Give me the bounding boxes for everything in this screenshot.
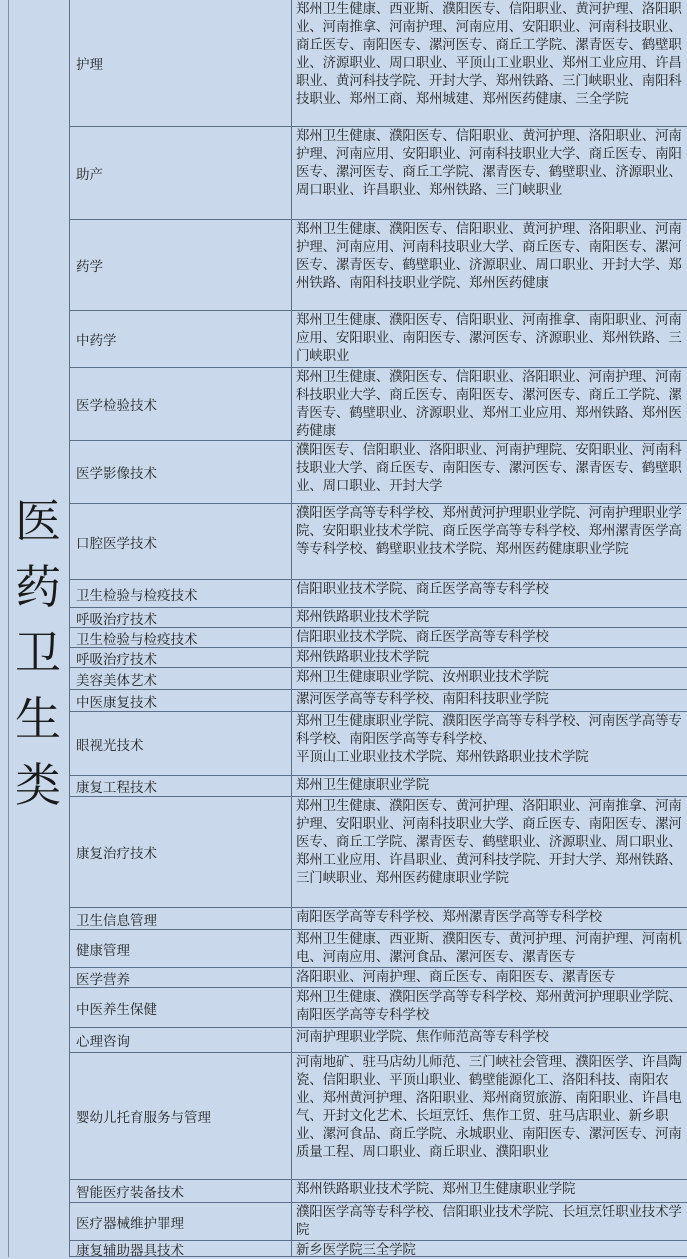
table-row <box>70 988 687 1028</box>
major-name: 美容美体艺术 <box>70 668 292 689</box>
school-list: 郑州卫生健康职业学院 <box>296 777 429 793</box>
table-row <box>70 311 687 368</box>
school-list: 濮阳医学高等专科学校、郑州黄河护理职业学院、河南护理职业学院、安阳职业技术学院、商丘医学高等专科学校、郑州漯青医学高等专科学校、鹤壁职业技术学院、郑州医药健康职业学院 <box>296 505 682 558</box>
table-row <box>70 441 687 504</box>
major-name: 护理 <box>70 0 292 126</box>
major-name: 智能医疗装备技术 <box>70 1180 292 1202</box>
table-row <box>70 712 687 776</box>
major-name: 健康管理 <box>70 930 292 967</box>
table-row <box>70 0 687 127</box>
school-list: 郑州卫生健康、濮阳医专、信阳职业、河南推拿、南阳职业、河南应用、安阳职业、南阳医专、漯河医专、济源职业、郑州铁路、三门峡职业 <box>296 312 682 365</box>
major-name: 医学检验技术 <box>70 368 292 440</box>
major-name: 心理咨询 <box>70 1028 292 1052</box>
major-name: 婴幼儿托育服务与管理 <box>70 1053 292 1179</box>
school-list: 信阳职业技术学院、商丘医学高等专科学校 <box>296 629 549 645</box>
left-border <box>8 0 9 1257</box>
school-list: 郑州卫生健康、西亚斯、濮阳医专、黄河护理、河南护理、河南机电、河南应用、漯河食品、漯河医专、漯青医专 <box>296 931 682 966</box>
major-name: 口腔医学技术 <box>70 504 292 579</box>
school-list: 郑州铁路职业技术学院 <box>296 609 429 625</box>
table-row <box>70 648 687 668</box>
school-list: 河南地矿、驻马店幼儿师范、三门峡社会管理、濮阳医学、许昌陶瓷、信阳职业、平顶山职业、鹤壁能源化工、洛阳科技、南阳农业、郑州黄河护理、洛阳职业、郑州商贸旅游、南阳职业、许昌电气、开封文化艺术、长垣烹饪、焦作工贸、驻马店职业、新乡职业、漯河食品、商丘学院、永城职业、南阳医专、漯河医专、河南质量工程、周口职业、商丘职业、濮阳职业 <box>296 1054 682 1161</box>
table-row <box>70 797 687 908</box>
school-list: 郑州卫生健康、濮阳医专、信阳职业、黄河护理、洛阳职业、河南护理、河南应用、安阳职业、河南科技职业大学、商丘医专、南阳医专、漯河医专、商丘工学院、漯青医专、鹤壁职业、济源职业、周口职业、许昌职业、郑州铁路、三门峡职业 <box>296 128 682 199</box>
category-label: 医 药 卫 生 类 <box>15 494 61 812</box>
major-name: 康复辅助器具技术 <box>70 1241 292 1256</box>
table-row <box>70 368 687 441</box>
major-name: 药学 <box>70 220 292 310</box>
table-row <box>70 220 687 311</box>
table-row <box>70 1180 687 1203</box>
major-name: 医疗器械维护罪理 <box>70 1203 292 1240</box>
major-name: 卫生检验与检疫技术 <box>70 628 292 647</box>
table-row <box>70 127 687 220</box>
table-row <box>70 1053 687 1180</box>
table-row <box>70 968 687 988</box>
major-name: 卫生信息管理 <box>70 908 292 929</box>
school-list: 郑州卫生健康、濮阳医学高等专科学校、郑州黄河护理职业学院、南阳医学高等专科学校 <box>296 989 682 1024</box>
school-list: 信阳职业技术学院、商丘医学高等专科学校 <box>296 581 549 597</box>
table-row <box>70 930 687 968</box>
school-list: 郑州铁路职业技术学院、郑州卫生健康职业学院 <box>296 1181 576 1197</box>
school-list: 郑州卫生健康职业学院、濮阳医学高等专科学校、河南医学高等专科学校、南阳医学高等专科学校、 平顶山工业职业技术学院、郑州铁路职业技术学院 <box>296 713 682 766</box>
school-list: 濮阳医专、信阳职业、洛阳职业、河南护理院、安阳职业、河南科技职业大学、商丘医专、南阳医专、漯河医专、漯青医专、鹤壁职业、周口职业、开封大学 <box>296 442 682 495</box>
table-row <box>70 1203 687 1241</box>
major-name: 医学营养 <box>70 968 292 987</box>
table-row <box>70 690 687 712</box>
major-name: 医学影像技术 <box>70 441 292 503</box>
major-name: 康复治疗技术 <box>70 797 292 907</box>
school-list: 郑州卫生健康、濮阳医专、信阳职业、黄河护理、洛阳职业、河南护理、河南应用、河南科技职业大学、商丘医专、南阳医专、漯河医专、漯青医专、鹤壁职业、济源职业、周口职业、开封大学、郑州铁路、南阳科技职业学院、郑州医药健康 <box>296 221 682 292</box>
major-name: 中医养生保健 <box>70 988 292 1027</box>
school-list: 濮阳医学高等专科学校、信阳职业技术学院、长垣烹饪职业技术学院 <box>296 1204 682 1239</box>
category-column <box>0 0 70 1257</box>
major-name: 眼视光技术 <box>70 712 292 775</box>
table-row <box>70 1028 687 1053</box>
school-list: 新乡医学院三全学院 <box>296 1242 416 1256</box>
table-row <box>70 1241 687 1257</box>
school-list: 郑州铁路职业技术学院 <box>296 649 429 665</box>
major-name: 卫生检验与检疫技术 <box>70 580 292 607</box>
table-row <box>70 504 687 580</box>
table-row <box>70 580 687 608</box>
school-list: 南阳医学高等专科学校、郑州漯青医学高等专科学校 <box>296 909 602 925</box>
table-row <box>70 776 687 797</box>
school-list: 郑州卫生健康、濮阳医专、信阳职业、洛阳职业、河南护理、河南科技职业大学、商丘医专、南阳医专、漯河医专、商丘工学院、漯青医专、鹤壁职业、济源职业、郑州工业应用、郑州铁路、郑州医药健康 <box>296 369 682 440</box>
school-list: 郑州卫生健康职业学院、汝州职业技术学院 <box>296 669 549 685</box>
major-name: 中药学 <box>70 311 292 367</box>
table-row <box>70 668 687 690</box>
school-list: 河南护理职业学院、焦作师范高等专科学校 <box>296 1029 549 1045</box>
school-list: 郑州卫生健康、西亚斯、濮阳医专、信阳职业、黄河护理、洛阳职业、河南推拿、河南护理、河南应用、安阳职业、河南科技职业、商丘医专、南阳医专、漯河医专、商丘工学院、漯青医专、鹤壁职业、济源职业、周口职业、平顶山工业职业、郑州工业应用、许昌职业、黄河科技学院、开封大学、郑州铁路、三门峡职业、南阳科技职业、郑州工商、郑州城建、郑州医药健康、三全学院 <box>296 1 682 108</box>
school-list: 漯河医学高等专科学校、南阳科技职业学院 <box>296 691 549 707</box>
major-name: 助产 <box>70 127 292 219</box>
major-name: 呼吸治疗技术 <box>70 608 292 627</box>
table-row <box>70 908 687 930</box>
table-row <box>70 628 687 648</box>
major-name: 中医康复技术 <box>70 690 292 711</box>
major-name: 康复工程技术 <box>70 776 292 796</box>
school-list: 郑州卫生健康、濮阳医专、黄河护理、洛阳职业、河南推拿、河南护理、安阳职业、河南科技职业大学、商丘医专、南阳医专、漯河医专、商丘工学院、漯青医专、鹤壁职业、济源职业、周口职业、郑州工业应用、许昌职业、黄河科技学院、开封大学、郑州铁路、三门峡职业、郑州医药健康职业学院 <box>296 798 682 887</box>
table-row <box>70 608 687 628</box>
school-list: 洛阳职业、河南护理、商丘医专、南阳医专、漯青医专 <box>296 969 616 985</box>
major-name: 呼吸治疗技术 <box>70 648 292 667</box>
